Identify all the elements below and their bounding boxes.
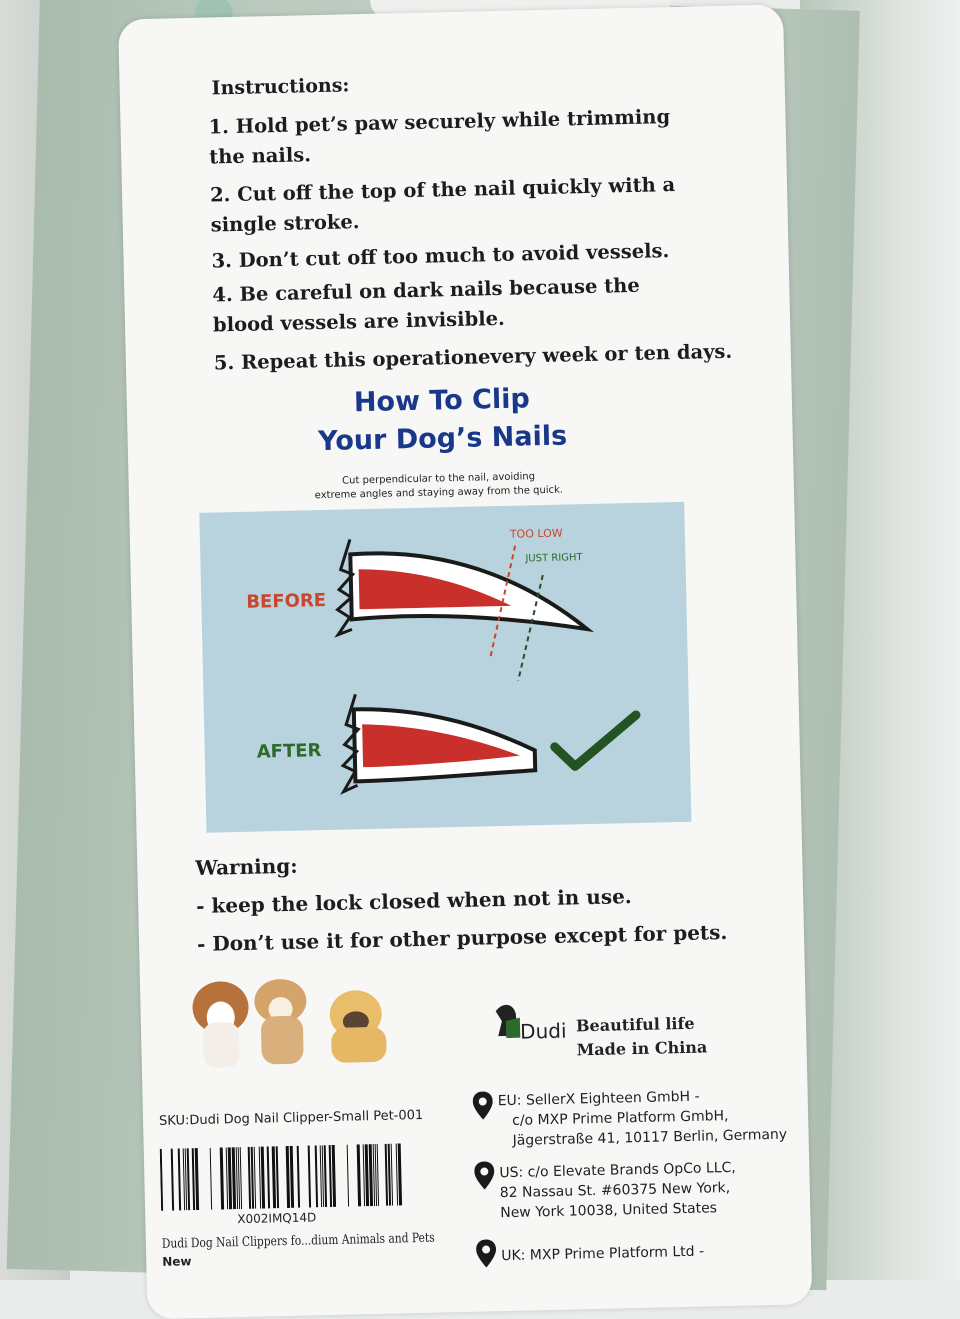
barcode-bar (324, 1145, 327, 1207)
barcode-bar (259, 1147, 261, 1209)
barcode-bar (286, 1146, 290, 1208)
barcode-bar (377, 1144, 379, 1206)
guide-title-line1: How To Clip (353, 383, 531, 419)
brand-logo-text: Dudi (519, 1018, 567, 1044)
brand-logo (485, 994, 576, 1056)
barcode-bar (315, 1145, 318, 1207)
tagline-line2: Made in China (576, 1037, 708, 1060)
address-eu (497, 1084, 798, 1151)
barcode-bar (171, 1149, 174, 1211)
barcode-bar (192, 1148, 195, 1210)
address-eu-line1: EU: SellerX Eighteen GmbH - (497, 1088, 700, 1110)
barcode-bar (391, 1144, 393, 1206)
barcode-bar (297, 1146, 300, 1208)
barcode-bar (228, 1147, 232, 1209)
product-condition: New (162, 1254, 192, 1269)
too-low-label: TOO LOW (509, 526, 563, 541)
barcode-bar (332, 1145, 336, 1207)
instruction-card (118, 4, 812, 1319)
address-us-line3: New York 10038, United States (500, 1200, 718, 1222)
barcode-bar (329, 1145, 332, 1207)
instruction-step-3: 3. Don’t cut off too much to avoid vessels. (211, 239, 670, 273)
barcode-bar (210, 1148, 212, 1210)
barcode-bar (248, 1147, 251, 1209)
barcode-bar (160, 1149, 163, 1211)
barcode (160, 1143, 406, 1211)
instruction-step-5: 5. Repeat this operationevery week or ten days. (213, 339, 733, 375)
address-eu-line3: Jägerstraße 41, 10117 Berlin, Germany (512, 1126, 788, 1149)
barcode-bar (185, 1148, 187, 1210)
address-us-line1: US: c/o Elevate Brands OpCo LLC, (499, 1159, 736, 1182)
barcode-bar (388, 1144, 391, 1206)
barcode-bar (398, 1143, 402, 1205)
barcode-bar (261, 1147, 265, 1209)
nail-diagram-svg (199, 502, 691, 833)
warning-item-1: - keep the lock closed when not in use. (195, 884, 633, 918)
address-uk-line1: UK: MXP Prime Platform Ltd - (501, 1243, 705, 1265)
address-uk (501, 1239, 801, 1266)
warning-item-2: - Don’t use it for other purpose except for pets. (196, 919, 728, 956)
barcode-bar (254, 1147, 256, 1209)
barcode-bar (320, 1145, 322, 1207)
barcode-bar (369, 1144, 373, 1206)
guide-title (296, 379, 588, 462)
instruction-step-1: 1. Hold pet’s paw securely while trimming the nails. (208, 105, 671, 169)
tagline-line1: Beautiful life (575, 1013, 695, 1036)
before-label: BEFORE (246, 589, 327, 613)
barcode-bar (365, 1144, 369, 1206)
barcode-bar (240, 1147, 242, 1209)
nail-clipping-diagram (199, 502, 691, 833)
instruction-step-4: 4. Be careful on dark nails because the blood vessels are invisible. (212, 273, 640, 337)
barcode-bar (183, 1148, 185, 1210)
address-eu-line2: c/o MXP Prime Platform GmbH, (511, 1107, 729, 1129)
location-pin-icon (474, 1161, 495, 1189)
guide-subtitle (278, 469, 599, 504)
warning-heading: Warning: (195, 853, 298, 881)
barcode-bar (267, 1146, 270, 1208)
barcode-bar (251, 1147, 254, 1209)
barcode-bar (357, 1144, 361, 1206)
just-right-label: JUST RIGHT (525, 552, 583, 565)
barcode-bar (272, 1146, 276, 1208)
barcode-bar (238, 1147, 240, 1209)
guide-subtitle-line1: Cut perpendicular to the nail, avoiding (342, 471, 536, 487)
barcode-bar (276, 1146, 279, 1208)
guide-title-line2: Your Dog’s Nails (317, 420, 568, 458)
barcode-bar (178, 1148, 181, 1210)
barcode-bar (290, 1146, 294, 1208)
barcode-bar (385, 1144, 388, 1206)
dogs-illustration (180, 958, 402, 1073)
barcode-code: X002IMQ14D (237, 1210, 317, 1227)
location-pin-icon (476, 1239, 497, 1267)
address-us-line2: 82 Nassau St. #60375 New York, (499, 1179, 731, 1202)
barcode-bar (232, 1147, 236, 1209)
barcode-bar (347, 1145, 349, 1207)
barcode-bar (226, 1147, 228, 1209)
barcode-bar (375, 1144, 377, 1206)
product-title: Dudi Dog Nail Clippers fo...dium Animals and Pets (161, 1230, 435, 1252)
instructions-heading: Instructions: (211, 74, 350, 100)
barcode-bar (195, 1148, 199, 1210)
instruction-step-2: 2. Cut off the top of the nail quickly with a single stroke. (209, 172, 676, 237)
brand-tagline (576, 1011, 708, 1062)
after-nail-illustration (341, 690, 535, 791)
after-label: AFTER (256, 740, 322, 763)
sku-text: SKU:Dudi Dog Nail Clipper-Small Pet-001 (158, 1107, 424, 1129)
barcode-bar (187, 1148, 190, 1210)
location-pin-icon (473, 1091, 494, 1119)
barcode-bar (322, 1145, 324, 1207)
address-us (499, 1156, 800, 1223)
barcode-bar (236, 1147, 238, 1209)
barcode-bar (308, 1145, 311, 1207)
barcode-bar (396, 1144, 398, 1206)
barcode-bar (373, 1144, 375, 1206)
guide-subtitle-line2: extreme angles and staying away from the quick. (314, 484, 564, 502)
barcode-bar (363, 1144, 365, 1206)
barcode-bar (220, 1147, 224, 1209)
checkmark-icon (554, 715, 637, 767)
